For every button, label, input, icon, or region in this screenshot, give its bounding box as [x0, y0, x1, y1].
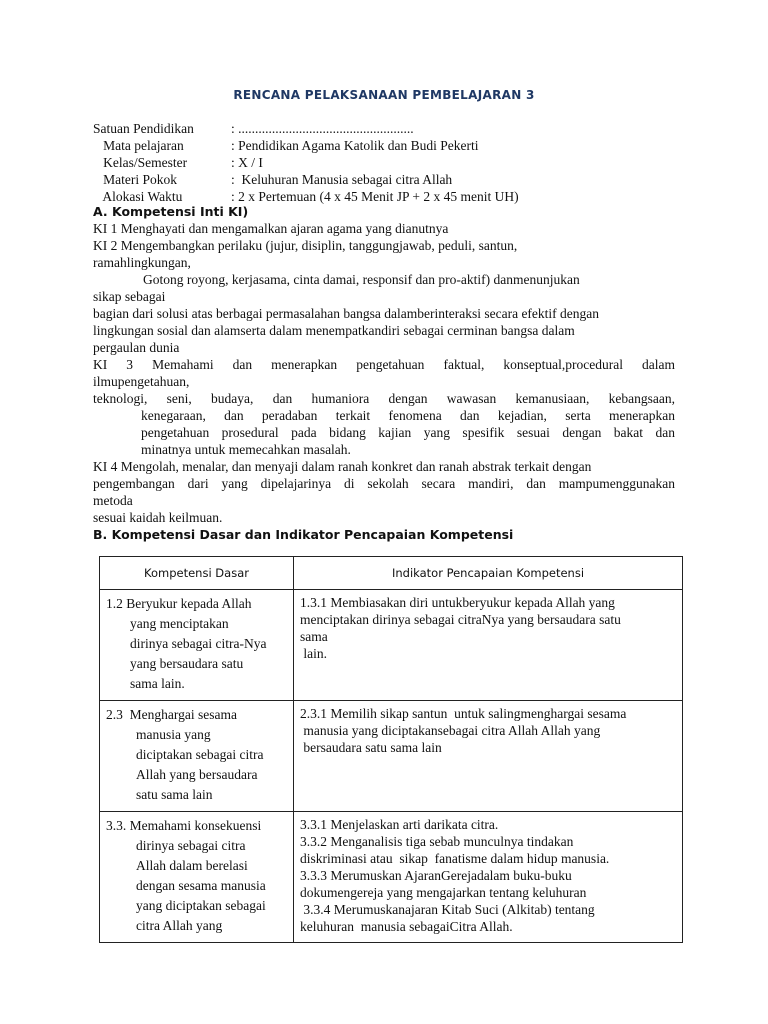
kd-text	[106, 705, 287, 805]
kd-line: Allah yang bersaudara	[136, 767, 258, 782]
table-row	[100, 812, 683, 943]
indicator-line: menciptakan dirinya sebagai citraNya yang bersaudara satu	[300, 612, 621, 627]
indicator-cell	[294, 812, 683, 943]
indicator-text	[300, 705, 676, 756]
kd-line: yang bersaudara satu	[130, 656, 244, 671]
meta-label: Kelas/Semester	[93, 155, 188, 170]
indicator-line: 1.3.1 Membiasakan diri untukberyukur kepada Allah yang	[300, 595, 615, 610]
ki-line: sesuai kaidah keilmuan.	[93, 510, 223, 525]
ki-line: bagian dari solusi atas berbagai permasalahan bangsa dalamberinteraksi secara efektif dengan	[93, 306, 600, 321]
indicator-line: diskriminasi atau sikap fanatisme dalam hidup manusia.	[300, 851, 610, 866]
ki-line: teknologi, seni, budaya, dan humaniora dengan wawasan kemanusiaan, kebangsaan,	[93, 391, 675, 406]
indicator-line: sama	[300, 629, 328, 644]
table-header-row	[100, 557, 683, 590]
kd-line: manusia yang	[136, 727, 211, 742]
ki-line: pergaulan dunia	[93, 340, 180, 355]
kd-line: dirinya sebagai citra	[136, 838, 246, 853]
ki-line: KI 2 Mengembangkan perilaku (jujur, disiplin, tanggungjawab, peduli, santun,	[93, 238, 518, 253]
kd-text	[106, 594, 287, 694]
meta-label: Alokasi Waktu	[93, 189, 183, 204]
ki-line: sikap sebagai	[93, 289, 166, 304]
kd-line: diciptakan sebagai citra	[136, 747, 264, 762]
kd-line: 3.3. Memahami konsekuensi	[106, 818, 262, 833]
meta-value: : Keluhuran Manusia sebagai citra Allah	[231, 172, 453, 187]
kd-cell	[100, 812, 294, 943]
ki-line: KI 1 Menghayati dan mengamalkan ajaran agama yang dianutnya	[93, 221, 449, 236]
kd-line: 1.2 Beryukur kepada Allah	[106, 596, 252, 611]
ki-line: KI 4 Mengolah, menalar, dan menyaji dalam ranah konkret dan ranah abstrak terkait dengan	[93, 459, 592, 474]
indicator-text	[300, 816, 676, 935]
indicator-line: manusia yang diciptakansebagai citra Allah Allah yang	[300, 723, 601, 738]
ki-line: Gotong royong, kerjasama, cinta damai, responsif dan pro-aktif) danmenunjukan	[143, 272, 580, 287]
meta-row	[93, 120, 675, 137]
ki-line: ramahlingkungan,	[93, 255, 191, 270]
ki-line: metoda	[93, 493, 133, 508]
meta-label: Materi Pokok	[93, 172, 177, 187]
section-a-heading: A. Kompetensi Inti KI)	[93, 204, 249, 219]
kd-line: sama lain.	[130, 676, 185, 691]
indicator-line: 2.3.1 Memilih sikap santun untuk salingmenghargai sesama	[300, 706, 627, 721]
kd-line: yang diciptakan sebagai	[136, 898, 266, 913]
indicator-text	[300, 594, 676, 662]
ki-line: pengembangan dari yang dipelajarinya di sekolah secara mandiri, dan mampumenggunakan	[93, 476, 675, 491]
meta-value: : 2 x Pertemuan (4 x 45 Menit JP + 2 x 45 menit UH)	[231, 189, 519, 204]
meta-value: : ....................................................	[231, 121, 414, 136]
indicator-line: 3.3.3 Merumuskan AjaranGerejadalam buku-buku	[300, 868, 572, 883]
kd-line: 2.3 Menghargai sesama	[106, 707, 237, 722]
meta-value: : Pendidikan Agama Katolik dan Budi Pekerti	[231, 138, 479, 153]
meta-block	[93, 120, 675, 205]
indicator-line: keluhuran manusia sebagaiCitra Allah.	[300, 919, 513, 934]
document-title: RENCANA PELAKSANAAN PEMBELAJARAN 3	[233, 88, 535, 102]
meta-row	[93, 171, 675, 188]
kd-line: yang menciptakan	[130, 616, 229, 631]
ki-line: lingkungan sosial dan alamserta dalam menempatkandiri sebagai cerminan bangsa dalam	[93, 323, 575, 338]
indicator-cell	[294, 701, 683, 812]
indicator-line: bersaudara satu sama lain	[300, 740, 442, 755]
kd-line: citra Allah yang	[136, 918, 223, 933]
indicator-line: 3.3.4 Merumuskanajaran Kitab Suci (Alkitab) tentang	[300, 902, 595, 917]
meta-row	[93, 154, 675, 171]
core-competence-section	[93, 203, 675, 543]
kd-line: satu sama lain	[136, 787, 213, 802]
indicator-line: lain.	[300, 646, 327, 661]
kd-line: dengan sesama manusia	[136, 878, 266, 893]
meta-value: : X / I	[231, 155, 263, 170]
meta-label: Mata pelajaran	[93, 138, 184, 153]
kd-cell	[100, 701, 294, 812]
ki-line: KI 3 Memahami dan menerapkan pengetahuan faktual, konseptual,procedural dalam	[93, 357, 675, 372]
indicator-line: 3.3.2 Menganalisis tiga sebab munculnya tindakan	[300, 834, 574, 849]
ki-line: minatnya untuk memecahkan masalah.	[141, 442, 351, 457]
ki-line: ilmupengetahuan,	[93, 374, 190, 389]
ki-line: kenegaraan, dan peradaban terkait fenomena dan kejadian, serta menerapkan	[141, 408, 675, 423]
kd-cell	[100, 590, 294, 701]
column-header-indicator: Indikator Pencapaian Kompetensi	[294, 557, 683, 590]
kd-line: dirinya sebagai citra-Nya	[130, 636, 267, 651]
kd-text	[106, 816, 287, 936]
meta-label: Satuan Pendidikan	[93, 121, 194, 136]
meta-row	[93, 137, 675, 154]
indicator-cell	[294, 590, 683, 701]
kd-line: Allah dalam berelasi	[136, 858, 248, 873]
indicator-line: 3.3.1 Menjelaskan arti darikata citra.	[300, 817, 499, 832]
section-b-heading: B. Kompetensi Dasar dan Indikator Pencapaian Kompetensi	[93, 527, 514, 542]
table-row	[100, 701, 683, 812]
ki-line: pengetahuan prosedural pada bidang kajian yang spesifik sesuai dengan bakat dan	[141, 425, 675, 440]
competence-table	[99, 556, 683, 943]
table-row	[100, 590, 683, 701]
column-header-kd: Kompetensi Dasar	[100, 557, 294, 590]
indicator-line: dokumengereja yang mengajarkan tentang keluhuran	[300, 885, 587, 900]
